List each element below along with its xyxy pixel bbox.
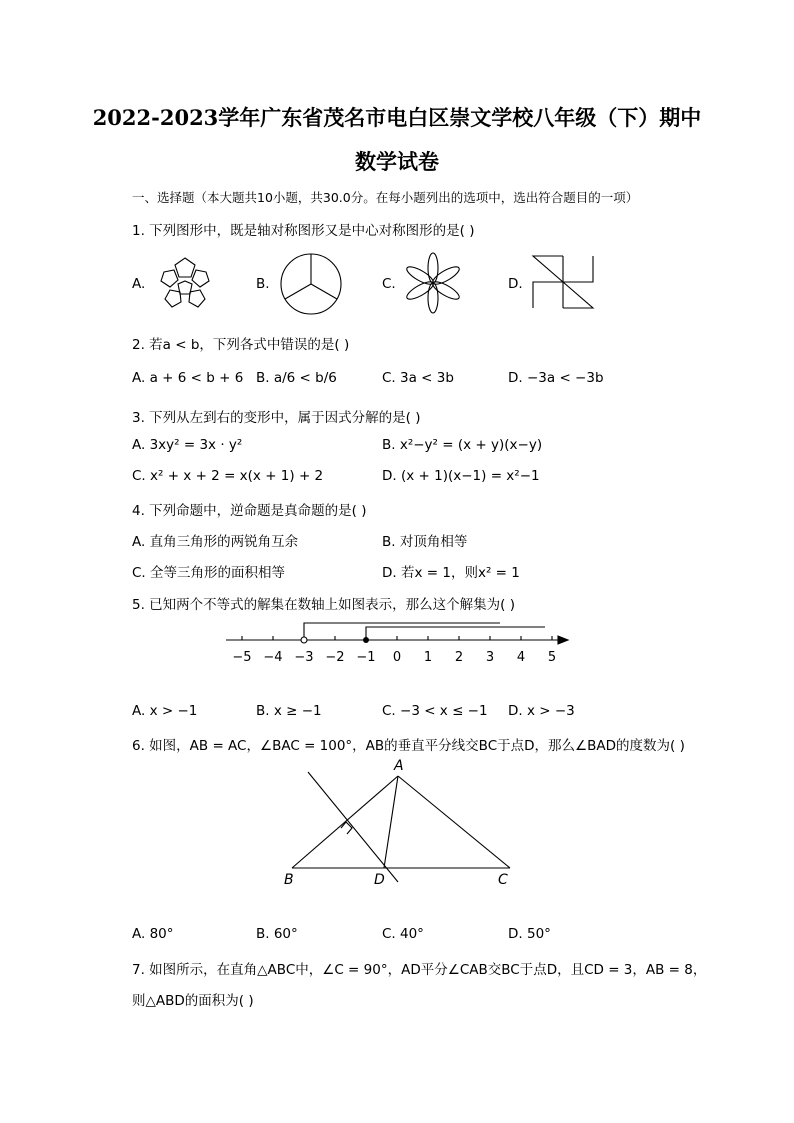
triangle-figure	[270, 752, 530, 892]
q1-option-c-label: C.	[382, 276, 396, 292]
circle-three-sectors-figure	[278, 251, 344, 317]
number-line-tick-label: 0	[392, 650, 402, 665]
number-line-tick-label: −2	[325, 650, 345, 665]
q5-option-c: C. −3 < x ≤ −1	[382, 703, 488, 719]
number-line-tick-label: −1	[356, 650, 376, 665]
number-line-tick-label: 1	[423, 650, 433, 665]
q1-option-a-label: A.	[132, 276, 146, 292]
question-7-stem: 7. 如图所示，在直角△ABC中，∠C = 90°，AD平分∠CAB交BC于点D，且CD = 3，AB = 8，	[132, 962, 707, 978]
number-line-tick-label: 4	[516, 650, 526, 665]
page-title-line2: 数学试卷	[355, 149, 439, 174]
number-line-tick-label: 2	[454, 650, 464, 665]
q4-option-d: D. 若x = 1，则x² = 1	[382, 565, 520, 581]
q3-option-b: B. x²−y² = (x + y)(x−y)	[382, 437, 543, 453]
q4-option-a: A. 直角三角形的两锐角互余	[132, 534, 299, 550]
windmill-figure	[530, 252, 596, 312]
q6-option-b: B. 60°	[256, 926, 298, 942]
q2-option-a: A. a + 6 < b + 6	[132, 370, 244, 386]
q5-option-b: B. x ≥ −1	[256, 703, 322, 719]
q6-option-c: C. 40°	[382, 926, 424, 942]
number-line-tick-label: 5	[547, 650, 557, 665]
label-d: D	[374, 872, 385, 888]
q4-option-c: C. 全等三角形的面积相等	[132, 565, 286, 581]
number-line-tick-label: −5	[232, 650, 252, 665]
pentagon-figure	[150, 250, 220, 316]
q6-option-a: A. 80°	[132, 926, 174, 942]
question-3-stem: 3. 下列从左到右的变形中，属于因式分解的是( )	[132, 410, 421, 426]
flower-figure	[400, 250, 466, 316]
q3-option-d: D. (x + 1)(x−1) = x²−1	[382, 468, 540, 484]
question-4-stem: 4. 下列命题中，逆命题是真命题的是( )	[132, 503, 367, 519]
open-point-marker	[301, 637, 307, 643]
number-line-figure	[220, 615, 580, 670]
number-line-tick-label: −4	[263, 650, 283, 665]
question-2-stem: 2. 若a < b，下列各式中错误的是( )	[132, 337, 350, 353]
q1-option-b-label: B.	[256, 276, 270, 292]
question-6-stem: 6. 如图，AB = AC，∠BAC = 100°，AB的垂直平分线交BC于点D，那么∠BAD的度数为( )	[132, 738, 685, 754]
label-c: C	[498, 872, 508, 888]
section-header: 一、选择题（本大题共10小题，共30.0分。在每小题列出的选项中，选出符合题目的一项）	[132, 190, 639, 205]
question-1-stem: 1. 下列图形中，既是轴对称图形又是中心对称图形的是( )	[132, 223, 475, 239]
number-line-tick-label: −3	[294, 650, 314, 665]
label-a: A	[394, 758, 404, 774]
closed-point-marker	[363, 637, 369, 643]
q2-option-c: C. 3a < 3b	[382, 370, 454, 386]
q5-option-d: D. x > −3	[508, 703, 575, 719]
q4-option-b: B. 对顶角相等	[382, 534, 468, 550]
q3-option-a: A. 3xy² = 3x · y²	[132, 437, 243, 453]
question-7-stem-line2: 则△ABD的面积为( )	[132, 993, 254, 1009]
q5-option-a: A. x > −1	[132, 703, 198, 719]
label-b: B	[284, 872, 294, 888]
number-line-tick-label: 3	[485, 650, 495, 665]
page-title-line1: 2022-2023学年广东省茂名市电白区崇文学校八年级（下）期中	[92, 105, 702, 130]
q3-option-c: C. x² + x + 2 = x(x + 1) + 2	[132, 468, 324, 484]
question-5-stem: 5. 已知两个不等式的解集在数轴上如图表示，那么这个解集为( )	[132, 597, 515, 613]
q1-option-d-label: D.	[508, 276, 523, 292]
q2-option-b: B. a/6 < b/6	[256, 370, 337, 386]
q2-option-d: D. −3a < −3b	[508, 370, 604, 386]
q6-option-d: D. 50°	[508, 926, 551, 942]
